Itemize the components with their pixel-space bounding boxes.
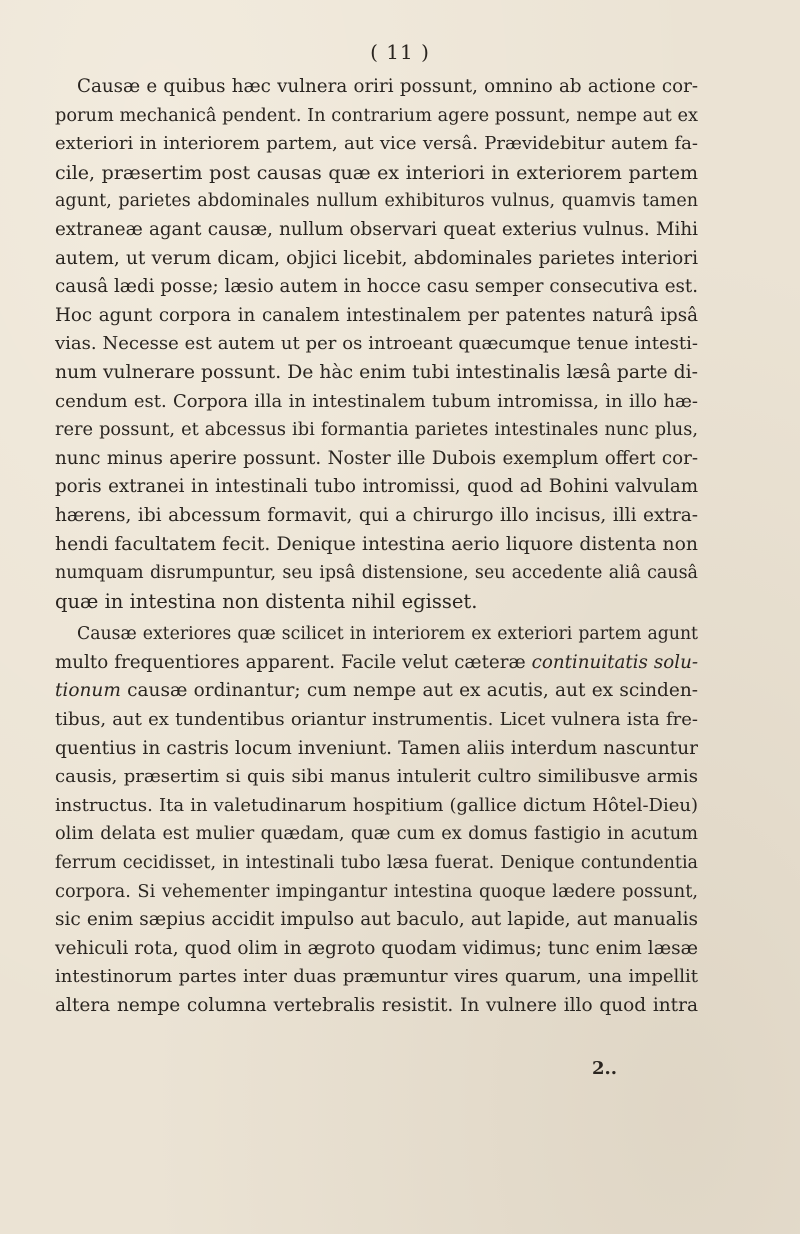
italic-phrase: continuitatis solu- [531,651,698,673]
text-line: Hoc agunt corpora in canalem intestinalem per patentes naturâ ipsâ [55,304,698,326]
text-line: cile, præsertim post causas quæ ex interiori in exteriorem partem [55,161,698,184]
text-line: exteriori in interiorem partem, aut vice versâ. Prævidebitur autem fa- [55,133,698,155]
text-line: num vulnerare possunt. De hàc enim tubi intestinalis læsâ parte di- [55,361,698,383]
body-text [55,73,698,1021]
text-line: vehiculi rota, quod olim in ægroto quodam vidimus; tunc enim læsæ [55,937,698,959]
text-line: instructus. Ita in valetudinarum hospitium (gallice dictum Hôtel-Dieu) [55,794,698,816]
catchword: 2.. [592,1058,618,1079]
text-span: causæ ordinantur; cum nempe aut ex acutis, aut ex scinden- [127,680,698,702]
text-line: porum mechanicâ pendent. In contrarium agere possunt, nempe aut ex [55,105,698,126]
text-line: autem, ut verum dicam, objici licebit, abdominales parietes interiori [55,247,698,269]
text-line: causâ lædi posse; læsio autem in hocce casu semper consecutiva est. [55,276,698,298]
text-line: corpora. Si vehementer impingantur intestina quoque lædere possunt, [55,881,698,902]
text-line: tibus, aut ex tundentibus oriantur instrumentis. Licet vulnera ista fre- [55,709,698,731]
paragraph-1 [55,73,698,616]
text-line: quentius in castris locum inveniunt. Tamen aliis interdum nascuntur [55,737,698,759]
text-line: altera nempe columna vertebralis resistit. In vulnere illo quod intra [55,995,698,1016]
text-line: Causæ exteriores quæ scilicet in interiorem ex exteriori partem agunt [77,624,698,645]
text-line: olim delata est mulier quædam, quæ cum ex domus fastigio in acutum [55,824,698,845]
text-line: quæ in intestina non distenta nihil egisset. [55,589,478,613]
text-line: ferrum cecidisset, in intestinali tubo læsa fuerat. Denique contundentia [55,853,698,874]
text-line: rere possunt, et abcessus ibi formantia parietes intestinales nunc plus, [55,420,698,441]
text-line: hærens, ibi abcessum formavit, qui a chirurgo illo incisus, illi extra- [55,504,698,526]
text-line: extraneæ agant causæ, nullum observari queat exterius vulnus. Mihi [55,218,698,240]
text-span: multo frequentiores apparent. Facile velut cæteræ [55,651,526,673]
text-line [55,677,698,706]
text-line: numquam disrumpuntur, seu ipsâ distensione, seu accedente aliâ causâ [55,563,698,584]
text-line: agunt, parietes abdominales nullum exhibituros vulnus, quamvis tamen [55,191,698,212]
text-line: nunc minus aperire possunt. Noster ille Dubois exemplum offert cor- [55,447,698,469]
italic-phrase: tionum [55,680,121,702]
paragraph-2 [55,620,698,1020]
text-line: poris extranei in intestinali tubo intromissi, quod ad Bohini valvulam [55,476,698,498]
text-line [55,649,698,678]
text-line: vias. Necesse est autem ut per os introeant quæcumque tenue intesti- [55,333,698,355]
page-number: ( 11 ) [370,40,430,64]
text-line: intestinorum partes inter duas præmuntur vires quarum, una impellit [55,966,698,988]
text-line: sic enim sæpius accidit impulso aut baculo, aut lapide, aut manualis [55,909,698,931]
text-line: Causæ e quibus hæc vulnera oriri possunt, omnino ab actione cor- [77,76,698,97]
text-line: cendum est. Corpora illa in intestinalem tubum intromissa, in illo hæ- [55,390,698,412]
text-line: hendi facultatem fecit. Denique intestina aerio liquore distenta non [55,533,698,555]
text-line: causis, præsertim si quis sibi manus intulerit cultro similibusve armis [55,766,698,788]
